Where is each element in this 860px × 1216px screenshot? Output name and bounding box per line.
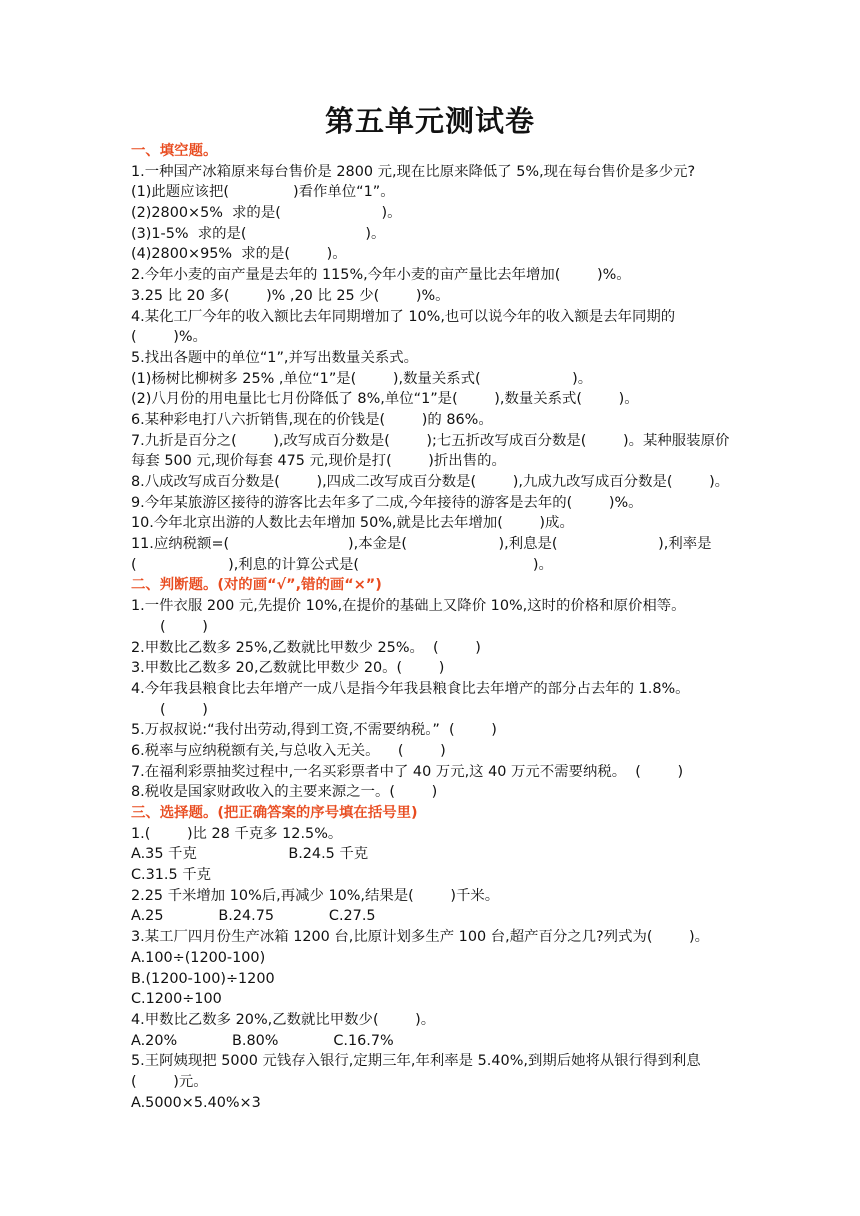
question-line: 3.甲数比乙数多 20,乙数就比甲数少 20。( ) <box>131 660 445 677</box>
section-heading-fill-blank: 一、填空题。 <box>131 143 218 159</box>
choice-line: A.100÷(1200-100) <box>131 949 266 966</box>
answer-blank-line: ( ) <box>160 618 208 635</box>
page-title: 第五单元测试卷 <box>324 104 535 138</box>
question-line: (3)1-5% 求的是( )。 <box>131 225 386 242</box>
question-line: 6.税率与应纳税额有关,与总收入无关。 ( ) <box>131 742 446 759</box>
section-heading-true-false: 二、判断题。(对的画“√”,错的画“×”) <box>131 577 382 594</box>
question-line: 7.在福利彩票抽奖过程中,一名买彩票者中了 40 万元,这 40 万元不需要纳税。 ( ) <box>131 763 684 780</box>
question-line: ( )元。 <box>131 1073 208 1090</box>
choice-line: A.25 B.24.75 C.27.5 <box>131 908 376 925</box>
question-line: 1.( )比 28 千克多 12.5%。 <box>131 825 343 842</box>
question-line: 5.找出各题中的单位“1”,并写出数量关系式。 <box>131 349 419 366</box>
question-line: ( ),利息的计算公式是( )。 <box>131 556 553 573</box>
question-line: (1)此题应该把( )看作单位“1”。 <box>131 184 395 201</box>
question-line: 8.八成改写成百分数是( ),四成二改写成百分数是( ),九成九改写成百分数是( )。 <box>131 474 730 490</box>
choice-line: A.20% B.80% C.16.7% <box>131 1032 394 1049</box>
question-line: (1)杨树比柳树多 25% ,单位“1”是( ),数量关系式( )。 <box>131 370 593 387</box>
question-line: (4)2800×95% 求的是( )。 <box>131 246 347 263</box>
choice-line: A.35 千克 B.24.5 千克 <box>131 846 369 863</box>
choice-line: A.5000×5.40%×3 <box>131 1094 261 1111</box>
question-line: 5.万叔叔说:“我付出劳动,得到工资,不需要纳税。” ( ) <box>131 722 497 739</box>
question-line: 11.应纳税额=( ),本金是( ),利息是( ),利率是 <box>131 536 712 553</box>
question-line: 6.某种彩电打八六折销售,现在的价钱是( )的 86%。 <box>131 411 493 428</box>
question-line: 9.今年某旅游区接待的游客比去年多了二成,今年接待的游客是去年的( )%。 <box>131 494 643 511</box>
question-line: 4.今年我县粮食比去年增产一成八是指今年我县粮食比去年增产的部分占去年的 1.8%。 <box>131 680 690 697</box>
question-line: 8.税收是国家财政收入的主要来源之一。( ) <box>131 784 438 801</box>
section-heading-multiple-choice: 三、选择题。(把正确答案的序号填在括号里) <box>131 805 418 821</box>
question-line: 2.今年小麦的亩产量是去年的 115%,今年小麦的亩产量比去年增加( )%。 <box>131 267 631 284</box>
question-line: (2)2800×5% 求的是( )。 <box>131 205 402 222</box>
question-line: (2)八月份的用电量比七月份降低了 8%,单位“1”是( ),数量关系式( )。 <box>131 391 639 408</box>
question-line: 10.今年北京出游的人数比去年增加 50%,就是比去年增加( )成。 <box>131 515 574 532</box>
answer-blank-line: ( ) <box>160 701 208 718</box>
question-line: 每套 500 元,现价每套 475 元,现价是打( )折出售的。 <box>131 453 506 470</box>
question-line: ( )%。 <box>131 329 207 346</box>
question-line: 7.九折是百分之( ),改写成百分数是( );七五折改写成百分数是( )。某种服装原价 <box>131 432 730 449</box>
choice-line: C.1200÷100 <box>131 991 222 1008</box>
question-line: 2.甲数比乙数多 25%,乙数就比甲数少 25%。 ( ) <box>131 639 481 656</box>
choice-line: B.(1200-100)÷1200 <box>131 970 275 987</box>
question-line: 3.25 比 20 多( )% ,20 比 25 少( )%。 <box>131 287 450 304</box>
question-line: 2.25 千米增加 10%后,再减少 10%,结果是( )千米。 <box>131 887 500 904</box>
question-line: 1.一件衣服 200 元,先提价 10%,在提价的基础上又降价 10%,这时的价格和原价相等。 <box>131 598 686 615</box>
question-line: 4.某化工厂今年的收入额比去年同期增加了 10%,也可以说今年的收入额是去年同期的 <box>131 308 676 325</box>
question-line: 5.王阿姨现把 5000 元钱存入银行,定期三年,年利率是 5.40%,到期后她将从银行得到利息 <box>131 1053 701 1070</box>
question-line: 3.某工厂四月份生产冰箱 1200 台,比原计划多生产 100 台,超产百分之几?列式为( )。 <box>131 929 710 946</box>
exam-content <box>131 141 731 1113</box>
question-line: 4.甲数比乙数多 20%,乙数就比甲数少( )。 <box>131 1011 436 1028</box>
question-line: 1.一种国产冰箱原来每台售价是 2800 元,现在比原来降低了 5%,现在每台售价是多少元? <box>131 163 696 180</box>
choice-line: C.31.5 千克 <box>131 867 212 884</box>
